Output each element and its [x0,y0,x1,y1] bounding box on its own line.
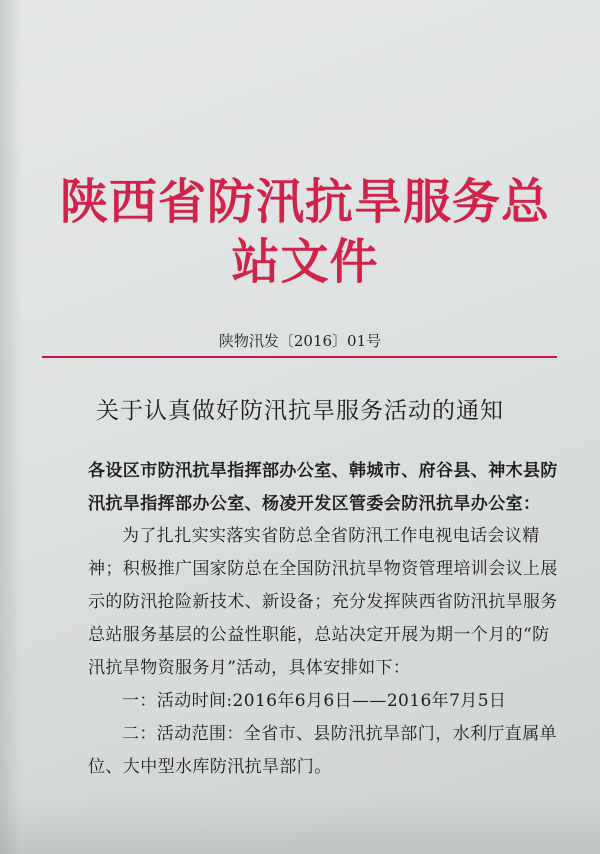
body-paragraph-scope: 二：活动范围：全省市、县防汛抗旱部门，水利厅直属单位、大中型水库防汛抗旱部门。 [88,724,557,777]
document-number: 陕物汛发〔2016〕01号 [218,332,382,350]
red-divider-line [42,356,557,358]
notice-title: 关于认真做好防汛抗旱服务活动的通知 [96,398,504,424]
page-shadow-bottom [0,794,600,854]
document-header-title: 陕西省防汛抗旱服务总站文件 [59,174,550,290]
body-paragraph-time: 一：活动时间:2016年6月6日——2016年7月5日 [122,691,507,711]
document-body [88,520,558,784]
body-paragraph-intro: 为了扎扎实实落实省防总全省防汛工作电视电话会议精神；积极推广国家防总在全国防汛抗旱物资管理培训会议上展示的防汛抢险新技术、新设备；充分发挥陕西省防汛抗旱服务总站服务基层的公益性职能，总站决定开展为期一个月的“防汛抗旱物资服务月”活动，具体安排如下： [88,526,558,678]
page-shadow-left [0,0,22,854]
recipients-line: 各设区市防汛抗旱指挥部办公室、韩城市、府谷县、神木县防汛抗旱指挥部办公室、杨凌开发区管委会防汛抗旱办公室： [88,461,558,514]
